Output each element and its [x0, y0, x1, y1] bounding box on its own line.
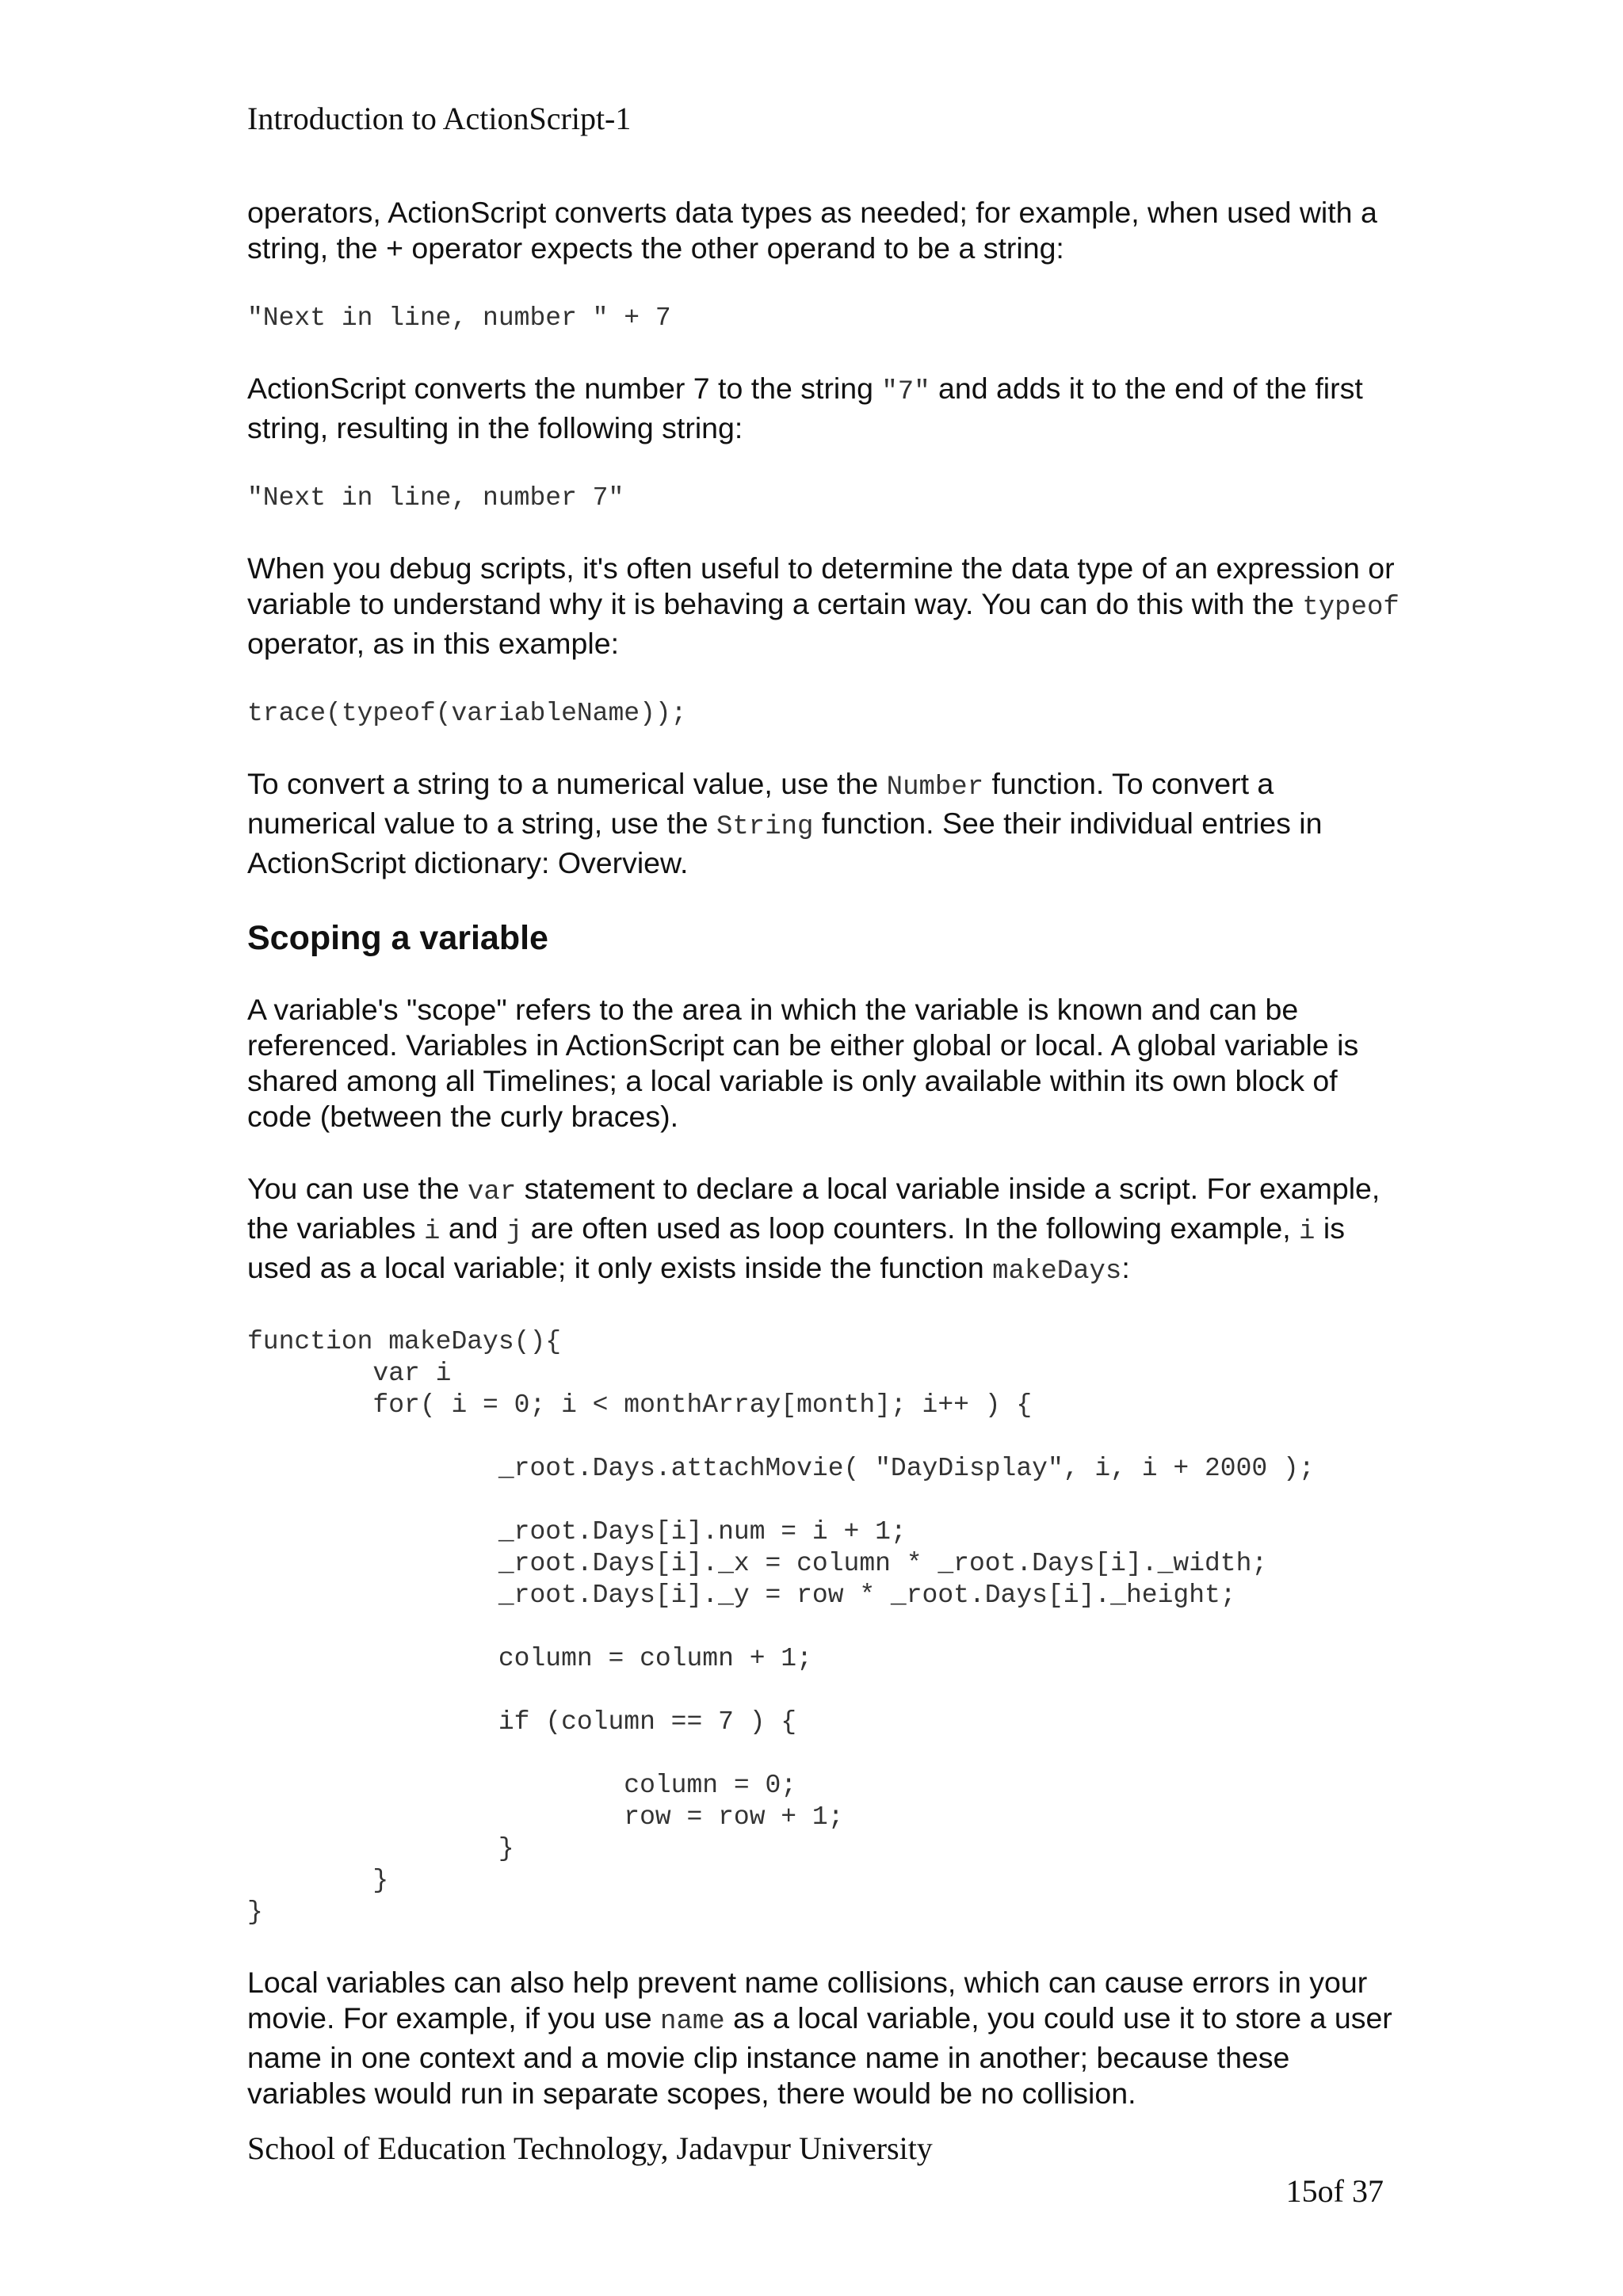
inline-code: Number: [886, 772, 984, 803]
inline-code: "7": [881, 377, 930, 407]
text-segment: as a local variable, you could use it to store a user name in one context and a movie clip instance name in another; because these variables would run in separate scopes, there would be no collision.: [247, 2001, 1392, 2110]
text-segment: and adds it to the end of the first string, resulting in the following string:: [247, 372, 1363, 444]
text-segment: To convert a string to a numerical value, use the: [247, 767, 887, 800]
inline-code: var: [468, 1177, 517, 1207]
paragraph-convert-functions: [247, 766, 1404, 881]
text-segment: When you debug scripts, it's often useful to determine the data type of an expression or variable to understand why it is behaving a certain way. You can do this with the: [247, 551, 1395, 620]
text-segment: ActionScript converts the number 7 to the string: [247, 372, 882, 405]
code-example-makedays: function makeDays(){ var i for( i = 0; i < monthArray[month]; i++ ) { _root.Days.attachMovie( "DayDisplay", i, i + 2000 ); _root.Days[i].num = i + 1; _root.Days[i]._x = column * _root.Days[i]._width; _root.Days[i]._y = row * _root.Days[i]._height; column = column + 1; if (column == 7 ) { column = 0; row = row + 1; } } }: [247, 1327, 1315, 1927]
code-example-trace: trace(typeof(variableName));: [247, 699, 687, 728]
text-segment: :: [1121, 1251, 1130, 1284]
code-example-concat: "Next in line, number " + 7: [247, 303, 671, 333]
text-segment: statement to declare a local variable inside a script. For example, the variables: [247, 1172, 1381, 1245]
text-segment: You can use the: [247, 1172, 468, 1205]
footer-institution: School of Education Technology, Jadavpur University: [247, 2130, 933, 2166]
paragraph-operators: operators, ActionScript converts data types as needed; for example, when used with a string, the + operator expects the other operand to be a string:: [247, 196, 1377, 265]
paragraph-var-statement: [247, 1171, 1404, 1290]
text-segment: function. To convert a numerical value to a string, use the: [247, 767, 1274, 840]
paragraph-debug: [247, 551, 1404, 662]
inline-code: i: [424, 1217, 441, 1247]
paragraph-scope: A variable's "scope" refers to the area in which the variable is known and can be referenced. Variables in ActionScript can be either global or local. A global variable is shared among all Timelines; a local variable is only available within its own block of code (between the curly braces).: [247, 993, 1359, 1133]
inline-code: i: [1299, 1217, 1316, 1247]
paragraph-collisions: [247, 1965, 1404, 2111]
page-number: 15of 37: [1285, 2173, 1384, 2209]
paragraph-convert-number: [247, 371, 1404, 446]
section-heading: Scoping a variable: [247, 919, 548, 957]
page-header: Introduction to ActionScript-1: [247, 101, 632, 136]
text-segment: and: [440, 1211, 506, 1245]
text-segment: Local variables can also help prevent name collisions, which can cause errors in your movie. For example, if you use: [247, 1966, 1368, 2035]
code-example-result-string: "Next in line, number 7": [247, 483, 624, 513]
text-segment: is used as a local variable; it only exists inside the function: [247, 1211, 1345, 1284]
inline-code: String: [716, 812, 814, 842]
inline-code: j: [506, 1217, 523, 1247]
inline-code: typeof: [1302, 593, 1400, 623]
text-segment: are often used as loop counters. In the following example,: [522, 1211, 1300, 1245]
inline-code: name: [660, 2007, 725, 2037]
text-segment: operator, as in this example:: [247, 627, 620, 660]
inline-code: makeDays: [992, 1257, 1122, 1287]
page-content: [247, 195, 1404, 2148]
text-segment: function. See their individual entries in ActionScript dictionary: Overview.: [247, 807, 1323, 879]
